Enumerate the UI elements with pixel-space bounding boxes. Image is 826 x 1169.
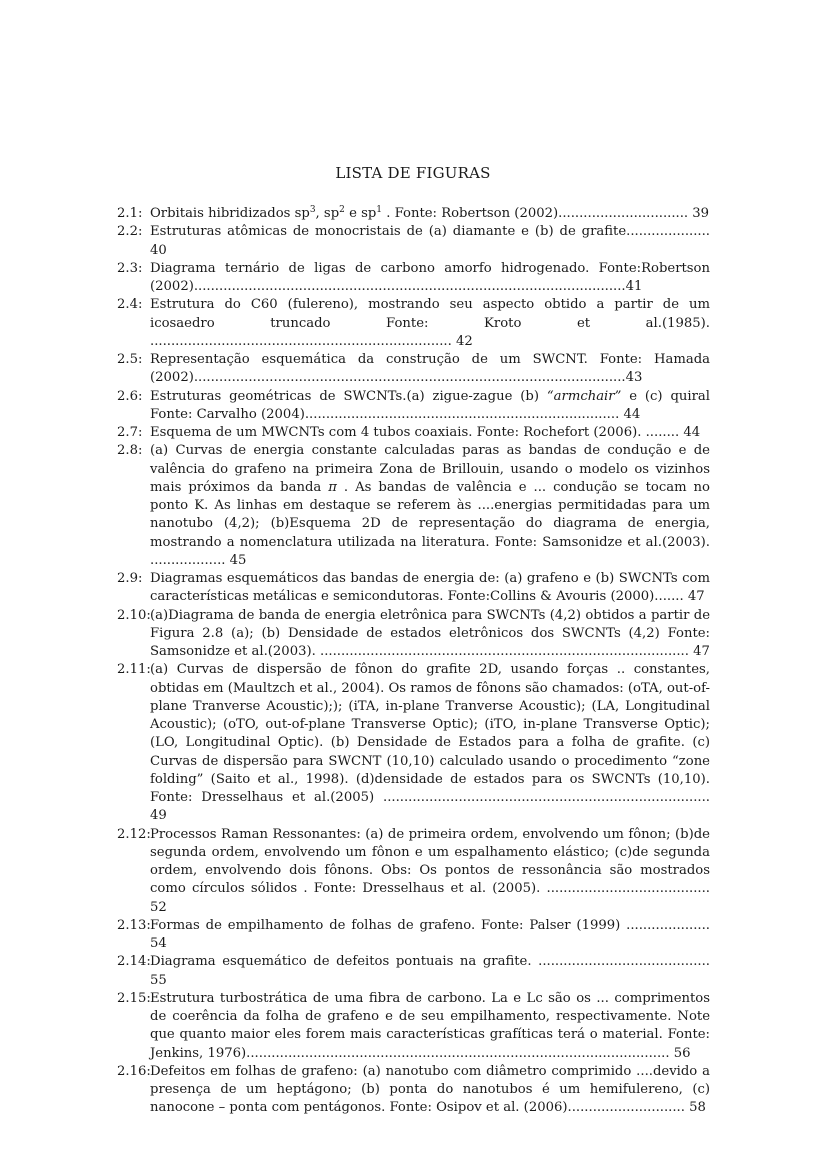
figure-entry [117, 442, 710, 570]
figure-entry [117, 607, 710, 662]
figure-number: 2.2: [117, 224, 143, 240]
figure-entry [117, 1063, 710, 1118]
figure-entry [117, 953, 710, 990]
figure-number: 2.9: [117, 571, 143, 586]
figure-number: 2.1: [117, 206, 143, 221]
caption-text: (a) Curvas de dispersão de fônon do grafite 2D, usando forças .. constantes, obtidas em (Maultzch et al., 2004). Os ramos de fônons são chamados: (oTA, out-of-plane Tranverse Acoustic);); (iTA, in-plane Tranverse Acoustic); (LA, Longitudinal Acoustic); (oTO, out-of-plane Transverse Optic); (iTO, in-plane Transverse Optic); (LO, Longitudinal Optic). (b) Densidade de Estados para a folha de grafite. (c) Curvas de dispersão para SWCNT (10,10) calculado usando o procedimento “zone folding” (Saito et al., 1998). (d)densidade de estados para os SWCNTs (10,10). Fonte: Dresselhaus et al.(2005) .............................................................................. 49 [150, 662, 710, 824]
figure-entry [117, 990, 710, 1063]
caption-text: . Fonte: Robertson (2002)............................... 39 [382, 206, 710, 221]
figure-entry [117, 917, 710, 954]
figure-entry [117, 826, 710, 917]
caption-text: Estrutura turbostrática de uma fibra de carbono. La e Lc são os ... comprimentos de coerência da folha de grafeno e de seu empilhamento, respectivamente. Note que quanto maior eles forem mais características grafíticas terá o material. Fonte: Jenkins, 1976)..................................................................................................... 56 [150, 990, 710, 1061]
figure-list [117, 205, 710, 1118]
figure-caption [150, 990, 710, 1063]
caption-text: Processos Raman Ressonantes: (a) de primeira ordem, envolvendo um fônon; (b)de segunda ordem, envolvendo um fônon e um espalhamento elástico; (c)de segunda ordem, envolvendo dois fônons. Obs: Os pontos de ressonância são mostrados como círculos sólidos . Fonte: Dresselhaus et al. (2005). ....................................... 52 [150, 826, 710, 915]
figure-entry [117, 296, 710, 351]
caption-text: Estrutura do C60 (fulereno), mostrando seu aspecto obtido a partir de um icosaedro truncado Fonte: Kroto et al.(1985). ........................................................................ 42 [150, 297, 710, 349]
caption-text: Esquema de um MWCNTs com 4 tubos coaxiais. Fonte: Rochefort (2006). ........ 44 [150, 425, 701, 440]
figure-number: 2.11: [117, 662, 151, 678]
figure-caption [150, 661, 710, 825]
caption-text: Estruturas atômicas de monocristais de (a) diamante e (b) de grafite.................... 40 [150, 224, 710, 258]
caption-text: . As bandas de valência e ... condução se tocam no ponto K. As linhas em destaque se referem às ....energias permitidadas para um nanotubo (4,2); (b)Esquema 2D de representação do diagrama de energia, mostrando a nomenclatura utilizada na literatura. Fonte: Samsonidze et al.(2003). .................. 45 [150, 479, 710, 568]
figure-number: 2.4: [117, 297, 143, 313]
caption-text: Formas de empilhamento de folhas de grafeno. Fonte: Palser (1999) .................... 54 [150, 917, 710, 951]
figure-entry [117, 205, 710, 223]
figure-caption [150, 205, 710, 223]
superscript: 1 [376, 205, 383, 215]
superscript: 2 [339, 205, 345, 215]
figure-caption [150, 351, 710, 388]
figure-entry [117, 260, 710, 297]
figure-caption [150, 424, 710, 442]
superscript: 3 [309, 205, 316, 215]
caption-text: e sp [344, 206, 377, 221]
caption-text: Diagrama esquemático de defeitos pontuais na grafite. ......................................... 55 [150, 954, 710, 988]
figure-entry [117, 351, 710, 388]
figure-caption [150, 826, 710, 917]
figure-number: 2.5: [117, 352, 143, 367]
figure-entry [117, 388, 710, 425]
caption-text: (a)Diagrama de banda de energia eletrônica para SWCNTs (4,2) obtidos a partir de Figura 2.8 (a); (b) Densidade de estados eletrônicos dos SWCNTs (4,2) Fonte: Samsonidze et al.(2003). ........................................................................................ 47 [150, 607, 710, 659]
figure-caption [150, 260, 710, 297]
caption-text: Diagrama ternário de ligas de carbono amorfo hidrogenado. Fonte:Robertson (2002).......................................................................................................41 [150, 260, 710, 294]
figure-number: 2.15: [117, 990, 151, 1006]
figure-entry [117, 223, 710, 260]
figure-caption [150, 1063, 710, 1118]
caption-text: Diagramas esquemáticos das bandas de energia de: (a) grafeno e (b) SWCNTs com características metálicas e semicondutoras. Fonte:Collins & Avouris (2000)....... 47 [150, 571, 710, 605]
figure-number: 2.16: [117, 1063, 151, 1079]
figure-entry [117, 570, 710, 607]
figure-number: 2.3: [117, 260, 143, 276]
caption-text: (a) Curvas de energia constante calculadas paras as bandas de condução e de valência do grafeno na primeira Zona de Brillouin, usando o modelo os vizinhos mais próximos da banda [150, 443, 710, 495]
caption-text: Representação esquemática da construção de um SWCNT. Fonte: Hamada (2002).......................................................................................................43 [150, 352, 710, 386]
caption-text: Estruturas geométricas de SWCNTs.(a) zigue-zague (b) [150, 388, 547, 404]
figure-caption [150, 223, 710, 260]
figure-number: 2.12: [117, 826, 151, 842]
italic-text: π [328, 479, 337, 495]
caption-text: Orbitais hibridizados sp [150, 206, 310, 221]
figure-number: 2.8: [117, 443, 143, 459]
figure-caption [150, 607, 710, 662]
caption-text: e (c) quiral Fonte: Carvalho (2004)........................................................................... 44 [150, 388, 710, 422]
figure-number: 2.7: [117, 425, 143, 440]
figure-entry [117, 661, 710, 825]
figure-number: 2.14: [117, 954, 151, 970]
figure-caption [150, 570, 710, 607]
figure-caption [150, 442, 710, 570]
italic-text: “armchair” [546, 388, 622, 404]
figure-number: 2.10: [117, 607, 151, 623]
figure-caption [150, 388, 710, 425]
page-title: LISTA DE FIGURAS [335, 164, 491, 182]
figure-caption [150, 953, 710, 990]
figure-number: 2.13: [117, 917, 151, 933]
caption-text: Defeitos em folhas de grafeno: (a) nanotubo com diâmetro comprimido ....devido a presença de um heptágono; (b) ponta do nanotubos é um hemifulereno, (c) nanocone – ponta com pentágonos. Fonte: Osipov et al. (2006)............................ 58 [150, 1063, 710, 1116]
figure-entry [117, 424, 710, 442]
figure-number: 2.6: [117, 388, 143, 404]
figure-caption [150, 296, 710, 351]
figure-caption [150, 917, 710, 954]
caption-text: , sp [315, 206, 340, 221]
